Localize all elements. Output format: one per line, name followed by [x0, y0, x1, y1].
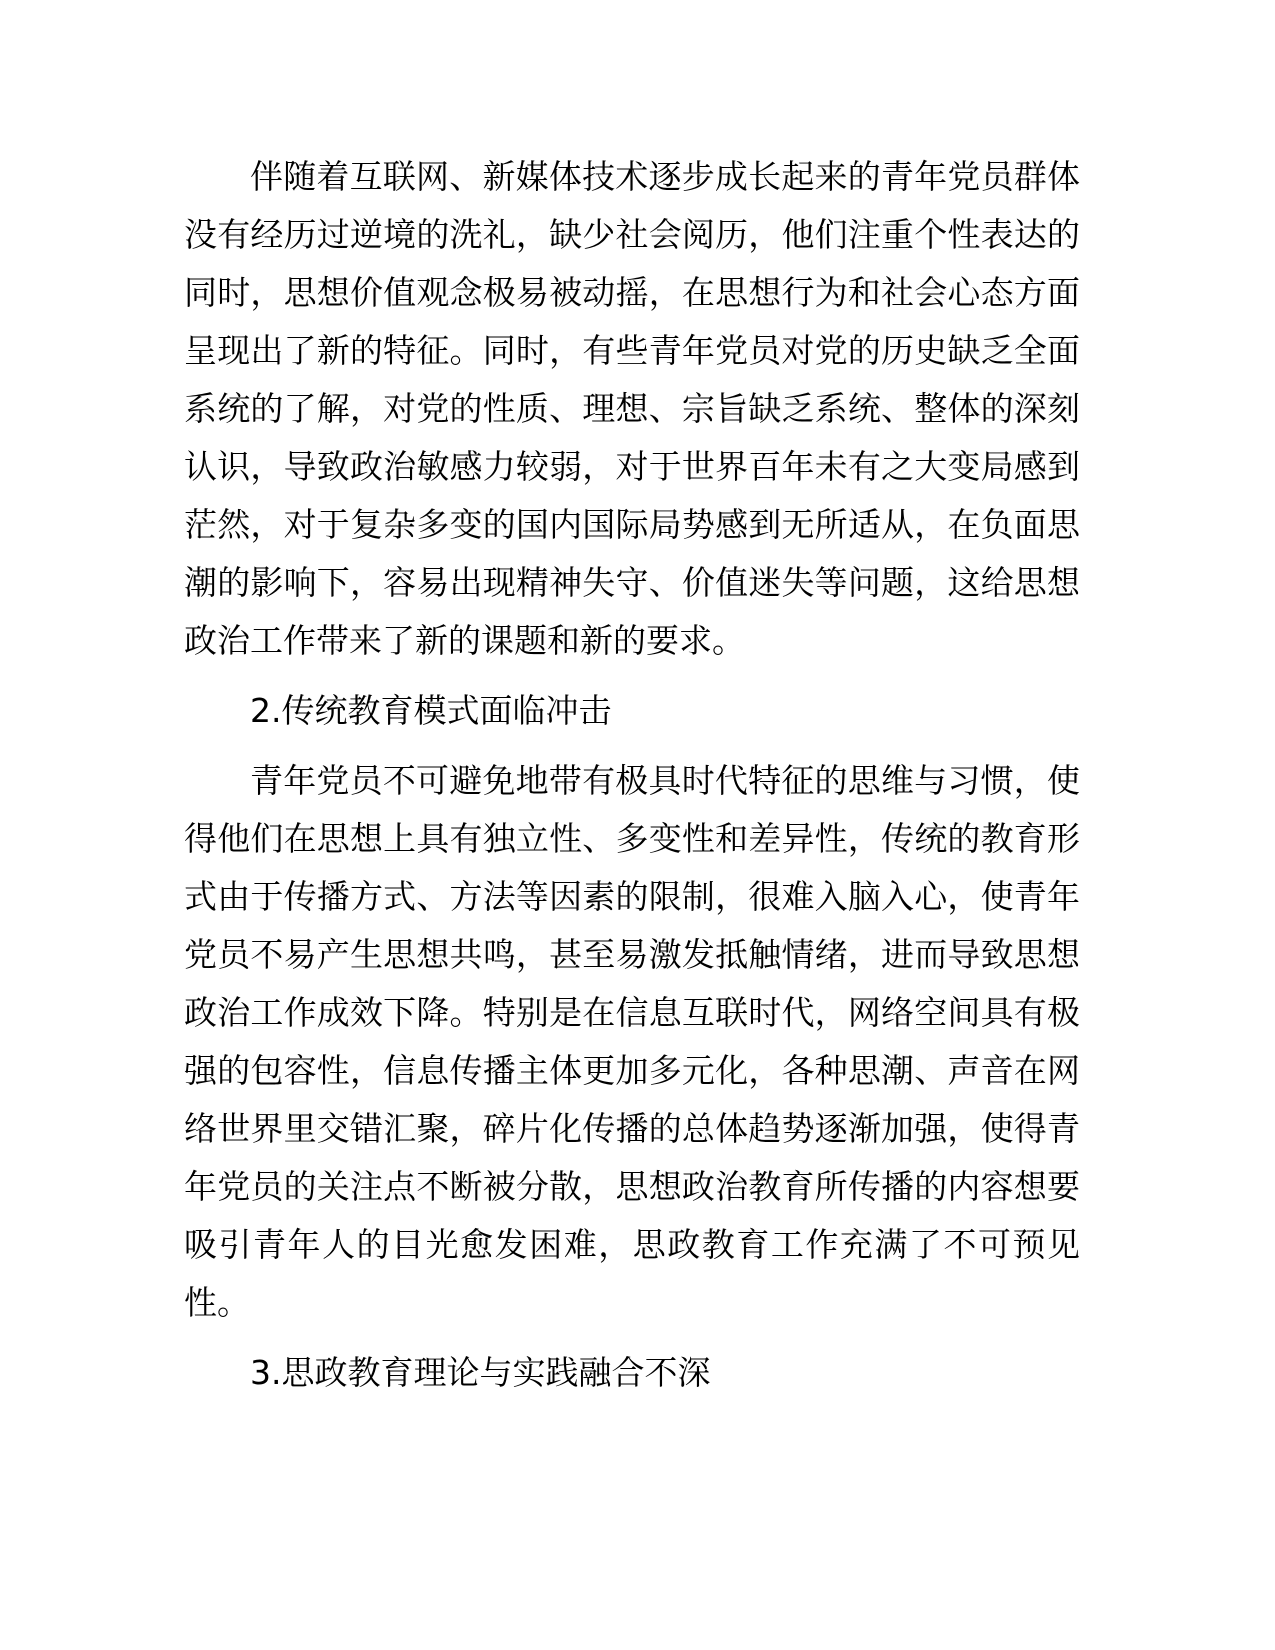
body-paragraph-1: 伴随着互联网、新媒体技术逐步成长起来的青年党员群体没有经历过逆境的洗礼，缺少社会阅历，他们注重个性表达的同时，思想价值观念极易被动摇，在思想行为和社会心态方面呈现出了新的特征。同时，有些青年党员对党的历史缺乏全面系统的了解，对党的性质、理想、宗旨缺乏系统、整体的深刻认识，导致政治敏感力较弱，对于世界百年未有之大变局感到茫然，对于复杂多变的国内国际局势感到无所适从，在负面思潮的影响下，容易出现精神失守、价值迷失等问题，这给思想政治工作带来了新的课题和新的要求。: [184, 157, 1080, 660]
section-heading-3: 3.思政教育理论与实践融合不深: [250, 1353, 711, 1392]
document-page: [184, 148, 1080, 1402]
body-paragraph-2: 青年党员不可避免地带有极具时代特征的思维与习惯，使得他们在思想上具有独立性、多变性和差异性，传统的教育形式由于传播方式、方法等因素的限制，很难入脑入心，使青年党员不易产生思想共鸣，甚至易激发抵触情绪，进而导致思想政治工作成效下降。特别是在信息互联时代，网络空间具有极强的包容性，信息传播主体更加多元化，各种思潮、声音在网络世界里交错汇聚，碎片化传播的总体趋势逐渐加强，使得青年党员的关注点不断被分散，思想政治教育所传播的内容想要吸引青年人的目光愈发困难，思政教育工作充满了不可预见性。: [184, 761, 1080, 1322]
section-heading-2: 2.传统教育模式面临冲击: [250, 691, 612, 730]
